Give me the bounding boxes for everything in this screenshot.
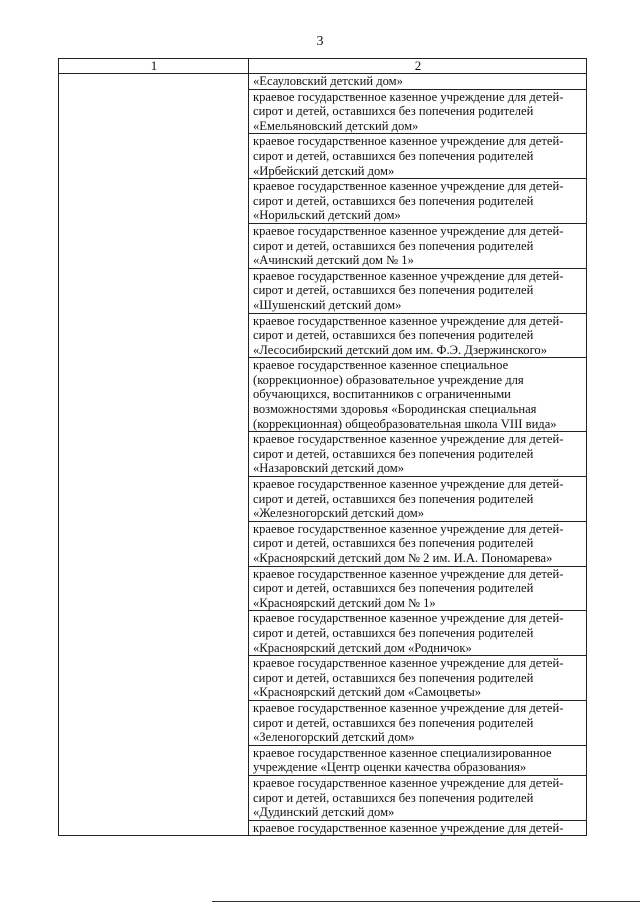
institution-text-line: «Шушенский детский дом»: [253, 297, 402, 312]
institution-text-line: «Железногорский детский дом»: [253, 506, 425, 521]
institution-text-line: сирот и детей, оставшихся без попечения родителей: [253, 446, 534, 461]
institution-cell: [249, 820, 587, 836]
institution-cell: [249, 179, 587, 224]
institution-text-line: сирот и детей, оставшихся без попечения родителей: [253, 193, 534, 208]
institution-cell: [249, 89, 587, 134]
table-header-row: [59, 59, 587, 74]
institution-cell: [249, 566, 587, 611]
institution-text-line: «Красноярский детский дом «Родничок»: [253, 640, 472, 655]
institution-text-line: «Емельяновский детский дом»: [253, 118, 419, 133]
institution-text-line: «Дудинский детский дом»: [253, 805, 395, 820]
institution-text-line: краевое государственное казенное специальное: [253, 358, 509, 373]
page-number: 3: [316, 34, 324, 49]
institution-text-line: возможностями здоровья «Бородинская специальная: [253, 402, 537, 417]
institution-cell: [249, 268, 587, 313]
institution-text-line: «Красноярский детский дом № 2 им. И.А. Пономарева»: [253, 551, 553, 565]
institution-text-line: краевое государственное казенное учреждение для детей-: [253, 521, 564, 536]
institution-text-line: сирот и детей, оставшихся без попечения родителей: [253, 148, 534, 163]
institution-text-line: краевое государственное казенное специализированное: [253, 745, 552, 760]
institution-text-line: обучающихся, воспитанников с ограниченными: [253, 387, 511, 402]
institution-text-line: «Ачинский детский дом № 1»: [253, 253, 414, 268]
column-1-cell: [59, 74, 249, 836]
institution-cell: [249, 775, 587, 820]
institution-cell: [249, 358, 587, 432]
institution-text-line: сирот и детей, оставшихся без попечения родителей: [253, 625, 534, 640]
institution-text-line: краевое государственное казенное учреждение для детей-: [253, 313, 564, 328]
institution-cell: [249, 656, 587, 701]
institution-text-line: сирот и детей, оставшихся без попечения родителей: [253, 104, 534, 119]
institution-cell: [249, 745, 587, 775]
institution-cell: [249, 74, 587, 90]
institution-text-line: краевое государственное казенное учреждение для детей-: [253, 656, 564, 671]
institution-text-line: краевое государственное казенное учреждение для детей-: [253, 179, 564, 194]
institution-cell: [249, 223, 587, 268]
institution-cell: [249, 477, 587, 522]
institution-text-line: сирот и детей, оставшихся без попечения родителей: [253, 536, 534, 551]
table-row: [59, 74, 587, 90]
institution-text-line: сирот и детей, оставшихся без попечения родителей: [253, 283, 534, 298]
institution-text-line: «Красноярский детский дом № 1»: [253, 595, 436, 610]
institution-text-line: «Есауловский детский дом»: [253, 74, 403, 88]
institution-text-line: «Норильский детский дом»: [253, 208, 401, 223]
institution-text-line: сирот и детей, оставшихся без попечения родителей: [253, 670, 534, 685]
institution-text-line: сирот и детей, оставшихся без попечения родителей: [253, 238, 534, 253]
institution-text-line: краевое государственное казенное учреждение для детей-: [253, 566, 564, 581]
institution-cell: [249, 700, 587, 745]
institutions-table: [58, 58, 587, 836]
institution-text-line: «Красноярский детский дом «Самоцветы»: [253, 685, 481, 700]
bottom-rule: [212, 901, 640, 902]
institution-text-line: краевое государственное казенное учреждение для детей-: [253, 477, 564, 492]
institution-text-line: «Назаровский детский дом»: [253, 461, 405, 476]
institution-text-line: краевое государственное казенное учреждение для детей-: [253, 268, 564, 283]
institution-text-line: учреждение «Центр оценки качества образования»: [253, 760, 527, 775]
institution-text-line: сирот и детей, оставшихся без попечения родителей: [253, 328, 534, 343]
institution-text-line: сирот и детей, оставшихся без попечения родителей: [253, 581, 534, 596]
institution-text-line: (коррекционное) образовательное учреждение для: [253, 372, 524, 387]
institution-text-line: краевое государственное казенное учреждение для детей-: [253, 89, 564, 104]
institution-text-line: «Зеленогорский детский дом»: [253, 730, 415, 745]
institution-text-line: краевое государственное казенное учреждение для детей-: [253, 820, 564, 835]
institution-cell: [249, 134, 587, 179]
institution-cell: [249, 611, 587, 656]
column-2-header: 2: [249, 59, 587, 74]
institution-text-line: «Лесосибирский детский дом им. Ф.Э. Дзержинского»: [253, 342, 548, 357]
institution-cell: [249, 521, 587, 566]
institution-text-line: краевое государственное казенное учреждение для детей-: [253, 775, 564, 790]
institution-text-line: сирот и детей, оставшихся без попечения родителей: [253, 790, 534, 805]
institution-text-line: краевое государственное казенное учреждение для детей-: [253, 611, 564, 626]
institution-text-line: краевое государственное казенное учреждение для детей-: [253, 700, 564, 715]
institution-text-line: краевое государственное казенное учреждение для детей-: [253, 134, 564, 149]
institution-text-line: «Ирбейский детский дом»: [253, 163, 395, 178]
institution-text-line: сирот и детей, оставшихся без попечения родителей: [253, 491, 534, 506]
institution-cell: [249, 313, 587, 358]
table-body: [59, 74, 587, 836]
institution-text-line: краевое государственное казенное учреждение для детей-: [253, 432, 564, 447]
institution-cell: [249, 432, 587, 477]
column-1-header: 1: [59, 59, 249, 74]
institution-text-line: сирот и детей, оставшихся без попечения родителей: [253, 715, 534, 730]
institution-text-line: (коррекционная) общеобразовательная школа VIII вида»: [253, 416, 557, 431]
institution-text-line: краевое государственное казенное учреждение для детей-: [253, 223, 564, 238]
